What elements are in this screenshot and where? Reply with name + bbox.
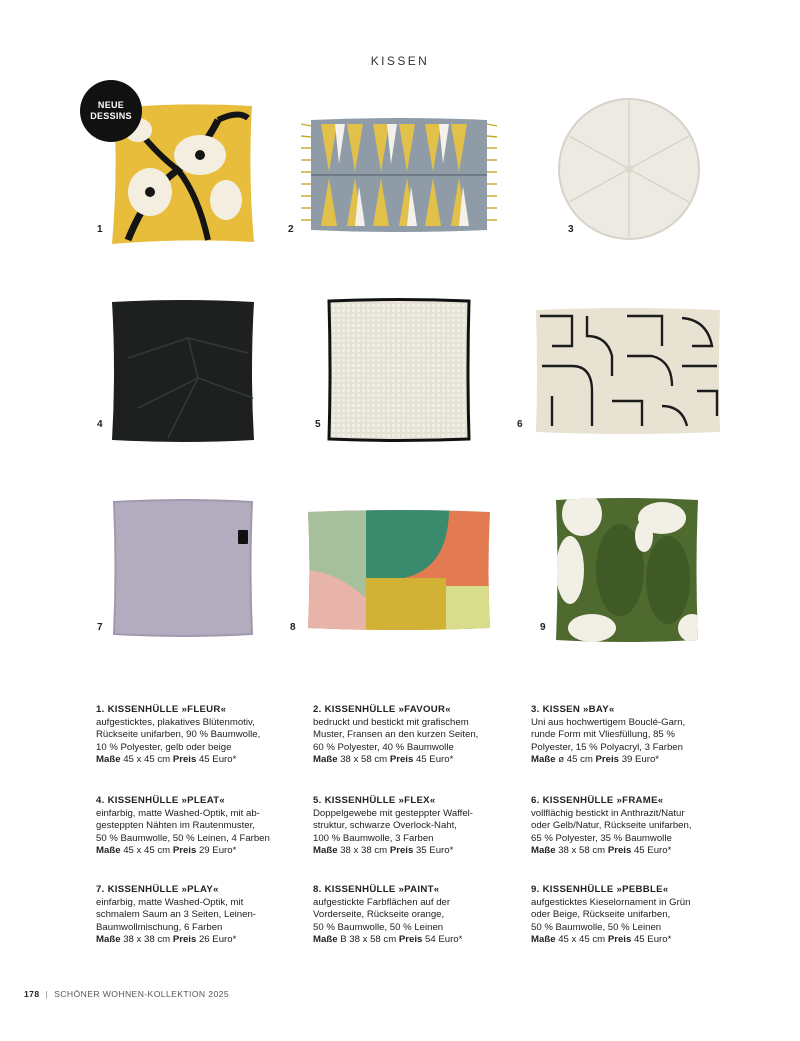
product-detail-line: oder Beige, Rückseite unifarben, [531, 909, 671, 921]
product-title: 6. KISSENHÜLLE »FRAME« [531, 795, 664, 806]
size-label: Maße [96, 934, 121, 946]
product-detail-line: Doppelgewebe mit gesteppter Waffel- [313, 807, 473, 819]
page-footer [24, 989, 229, 999]
product-detail-line: aufgestickte Farbflächen auf der [313, 896, 451, 908]
price-value: 45 Euro* [633, 934, 672, 946]
product-detail-line: runde Form mit Vliesfüllung, 85 % [531, 729, 675, 741]
pebble-pillow-icon [552, 496, 702, 644]
product-title: 4. KISSENHÜLLE »PLEAT« [96, 795, 226, 806]
product-title: 7. KISSENHÜLLE »PLAY« [96, 884, 219, 895]
product-image-bay[interactable] [556, 96, 702, 242]
product-detail-line: struktur, schwarze Overlock-Naht, [313, 820, 457, 832]
size-value: 45 x 45 cm [558, 934, 606, 946]
product-size-price [96, 934, 306, 947]
product-number: 1 [97, 224, 103, 235]
product-description [531, 704, 741, 767]
page-title: KISSEN [370, 54, 430, 68]
product-detail-line: aufgesticktes Kieselornament in Grün [531, 896, 691, 908]
bay-pillow-icon [556, 96, 702, 242]
product-size-price [531, 754, 741, 767]
product-detail-line: 60 % Polyester, 40 % Baumwolle [313, 741, 454, 753]
new-designs-badge [80, 80, 142, 142]
product-title: 3. KISSEN »BAY« [531, 704, 615, 715]
price-label: Preis [172, 934, 197, 946]
price-label: Preis [389, 845, 414, 857]
product-detail-line: 10 % Polyester, gelb oder beige [96, 741, 232, 753]
pleat-pillow-icon [108, 298, 258, 444]
footer-separator: | [45, 989, 49, 999]
price-value: 45 Euro* [633, 845, 672, 857]
product-title: 8. KISSENHÜLLE »PAINT« [313, 884, 440, 895]
product-detail-line: 50 % Baumwolle, 50 % Leinen [531, 921, 662, 933]
product-title: 9. KISSENHÜLLE »PEBBLE« [531, 884, 669, 895]
price-label: Preis [172, 845, 197, 857]
product-detail-line: 50 % Baumwolle, 50 % Leinen, 4 Farben [96, 832, 270, 844]
product-size-price [531, 845, 741, 858]
frame-pillow-icon [532, 306, 724, 436]
product-size-price [96, 845, 306, 858]
product-number: 9 [540, 622, 546, 633]
product-size-price [531, 934, 741, 947]
price-label: Preis [595, 754, 620, 766]
product-number: 8 [290, 622, 296, 633]
size-label: Maße [531, 934, 556, 946]
product-description [96, 795, 306, 858]
product-detail-line: Baumwollmischung, 6 Farben [96, 921, 223, 933]
product-image-frame[interactable] [532, 306, 724, 436]
size-label: Maße [531, 754, 556, 766]
favour-pillow-icon [299, 114, 499, 236]
size-label: Maße [96, 845, 121, 857]
product-number: 4 [97, 419, 103, 430]
product-image-paint[interactable] [304, 508, 494, 632]
product-description [313, 795, 523, 858]
product-detail-line: oder Gelb/Natur, Rückseite unifarben, [531, 820, 692, 832]
product-size-price [96, 754, 306, 767]
product-detail-line: Rückseite unifarben, 90 % Baumwolle, [96, 729, 261, 741]
product-detail-line: Polyester, 15 % Polyacryl, 3 Farben [531, 741, 683, 753]
publication-name: SCHÖNER WOHNEN-KOLLEKTION 2025 [54, 989, 230, 999]
product-number: 7 [97, 622, 103, 633]
product-detail-line: Vorderseite, Rückseite orange, [313, 909, 445, 921]
price-value: 29 Euro* [198, 845, 237, 857]
price-value: 26 Euro* [198, 934, 237, 946]
price-value: 35 Euro* [415, 845, 454, 857]
product-detail-line: 65 % Polyester, 35 % Baumwolle [531, 832, 672, 844]
size-value: B 38 x 58 cm [340, 934, 397, 946]
price-value: 45 Euro* [415, 754, 454, 766]
price-label: Preis [607, 934, 632, 946]
product-image-pebble[interactable] [552, 496, 702, 644]
product-size-price [313, 754, 523, 767]
product-detail-line: bedruckt und bestickt mit grafischem [313, 716, 469, 728]
size-value: 38 x 58 cm [558, 845, 606, 857]
price-label: Preis [172, 754, 197, 766]
size-label: Maße [313, 845, 338, 857]
flex-pillow-icon [326, 298, 472, 442]
size-value: 45 x 45 cm [123, 754, 171, 766]
product-number: 6 [517, 419, 523, 430]
product-description [531, 795, 741, 858]
product-size-price [313, 934, 523, 947]
product-detail-line: Muster, Fransen an den kurzen Seiten, [313, 729, 479, 741]
price-label: Preis [389, 754, 414, 766]
product-detail-line: 100 % Baumwolle, 3 Farben [313, 832, 434, 844]
product-number: 2 [288, 224, 294, 235]
size-label: Maße [96, 754, 121, 766]
price-label: Preis [607, 845, 632, 857]
product-description [96, 704, 306, 767]
paint-pillow-icon [304, 508, 494, 632]
product-title: 2. KISSENHÜLLE »FAVOUR« [313, 704, 451, 715]
product-image-favour[interactable] [299, 114, 499, 236]
size-label: Maße [313, 754, 338, 766]
page-number: 178 [24, 989, 40, 999]
price-value: 45 Euro* [198, 754, 237, 766]
product-number: 3 [568, 224, 574, 235]
product-detail-line: einfarbig, matte Washed-Optik, mit [96, 896, 244, 908]
size-value: 45 x 45 cm [123, 845, 171, 857]
badge-line-2: DESSINS [90, 111, 132, 121]
play-pillow-icon [110, 498, 256, 638]
product-description [313, 704, 523, 767]
product-description [531, 884, 741, 947]
product-detail-line: Uni aus hochwertigem Bouclé-Garn, [531, 716, 686, 728]
product-detail-line: schmalem Saum an 3 Seiten, Leinen- [96, 909, 256, 921]
badge-line-1: NEUE [97, 100, 125, 110]
product-detail-line: vollflächig bestickt in Anthrazit/Natur [531, 807, 685, 819]
product-size-price [313, 845, 523, 858]
price-value: 39 Euro* [621, 754, 660, 766]
size-label: Maße [531, 845, 556, 857]
size-value: ø 45 cm [558, 754, 593, 766]
product-detail-line: aufgesticktes, plakatives Blütenmotiv, [96, 716, 255, 728]
product-detail-line: einfarbig, matte Washed-Optik, mit ab- [96, 807, 260, 819]
product-image-flex[interactable] [326, 298, 472, 442]
product-image-pleat[interactable] [108, 298, 258, 444]
price-value: 54 Euro* [425, 934, 463, 946]
product-description [313, 884, 523, 947]
product-title: 5. KISSENHÜLLE »FLEX« [313, 795, 436, 806]
size-label: Maße [313, 934, 338, 946]
size-value: 38 x 58 cm [340, 754, 388, 766]
product-number: 5 [315, 419, 321, 430]
product-title: 1. KISSENHÜLLE »FLEUR« [96, 704, 227, 715]
size-value: 38 x 38 cm [340, 845, 388, 857]
product-detail-line: 50 % Baumwolle, 50 % Leinen [313, 921, 444, 933]
price-label: Preis [398, 934, 423, 946]
product-detail-line: gesteppten Nähten im Rautenmuster, [96, 820, 255, 832]
product-description [96, 884, 306, 947]
size-value: 38 x 38 cm [123, 934, 171, 946]
product-image-play[interactable] [110, 498, 256, 638]
